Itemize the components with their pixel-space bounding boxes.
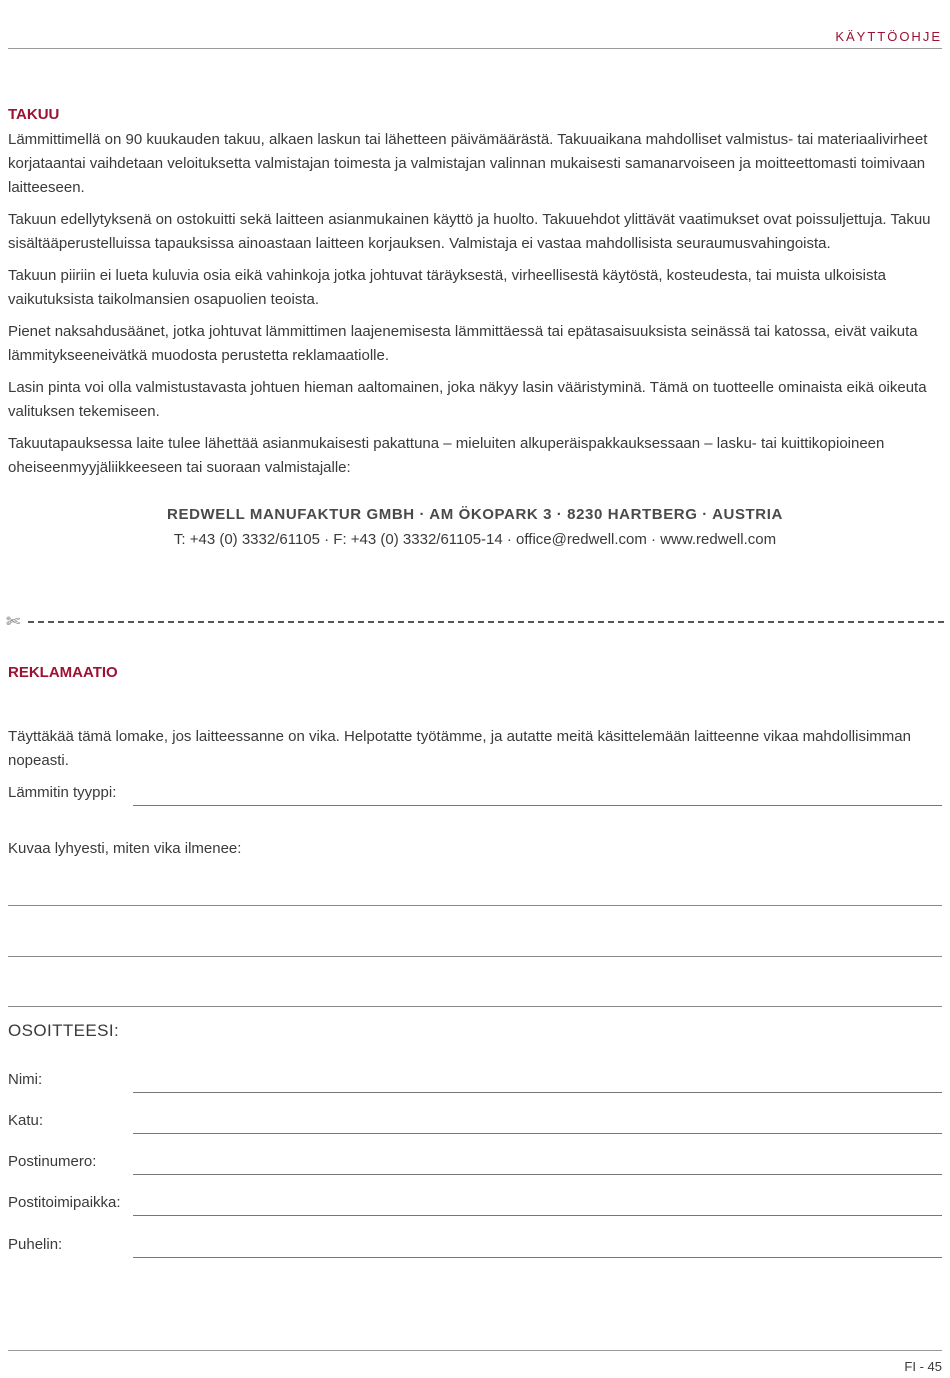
description-label: Kuvaa lyhyesti, miten vika ilmenee: <box>8 840 242 857</box>
cut-line <box>6 612 944 632</box>
complaint-title: REKLAMAATIO <box>8 664 118 681</box>
postal-code-field[interactable] <box>8 1151 942 1175</box>
phone-label: Puhelin: <box>8 1236 63 1253</box>
description-line[interactable] <box>8 956 942 957</box>
warranty-paragraph: Takuun edellytyksenä on ostokuitti sekä laitteen asianmukainen käyttö ja huolto. Takuuehdot ylittävät vaatimukset ovat poissuljettuja. Takuu sisältääperustelluissa tapauksissa ainoastaan laitteen korjauksen. Valmistaja ei vastaa mahdollisista seuraumusvahingoista. <box>8 211 931 252</box>
header-divider <box>8 48 942 49</box>
warranty-paragraph: Takuutapauksessa laite tulee lähettää asianmukaisesti pakattuna – mieluiten alkuperäispakkauksessaan – lasku- tai kuittikopioineen oheiseenmyyjäliikkeeseen tai suoraan valmistajalle: <box>8 435 885 476</box>
warranty-paragraph: Pienet naksahdusäänet, jotka johtuvat lämmittimen laajenemisesta lämmittäessä tai epätasaisuuksista seinässä tai katossa, eivät vaikuta lämmitykseeneivätkä muodosta perustetta reklamaatiolle. <box>8 323 918 364</box>
warranty-paragraph: Lämmittimellä on 90 kuukauden takuu, alkaen laskun tai lähetteen päivämäärästä. Takuuaikana mahdolliset valmistus- tai materiaalivirheet korjataantai vaihdetaan veloituksetta valmistajan toimesta ja valmistajan valinnan mukaisesti samanarvoiseen ja moitteettomasti toimivaan laitteeseen. <box>8 131 928 196</box>
dashed-cut-divider <box>28 621 944 623</box>
warranty-title: TAKUU <box>8 106 60 123</box>
name-input-line[interactable] <box>133 1092 942 1093</box>
company-contact: T: +43 (0) 3332/61105 · F: +43 (0) 3332/61105-14 · office@redwell.com · www.redwell.com <box>173 531 777 548</box>
name-field[interactable] <box>8 1069 942 1093</box>
complaint-intro-text: Täyttäkää tämä lomake, jos laitteessanne on vika. Helpotatte työtämme, ja autatte meitä käsittelemään laitteenne vikaa mahdollisimman nopeasti. <box>8 728 911 769</box>
street-input-line[interactable] <box>133 1133 942 1134</box>
postal-code-label: Postinumero: <box>8 1153 97 1170</box>
description-line[interactable] <box>8 905 942 906</box>
footer-divider <box>8 1350 942 1351</box>
complaint-intro <box>8 725 938 781</box>
warranty-text <box>8 128 938 488</box>
warranty-paragraph: Takuun piiriin ei lueta kuluvia osia eikä vahinkoja jotka johtuvat täräyksestä, virheellisestä käytöstä, kosteudesta, tai muista ulkoisista vaikutuksista taikolmansien osapuolien teoista. <box>8 267 886 308</box>
city-input-line[interactable] <box>133 1215 942 1216</box>
city-field[interactable] <box>8 1192 942 1216</box>
header-label: KÄYTTÖOHJE <box>835 29 942 44</box>
postal-code-input-line[interactable] <box>133 1174 942 1175</box>
address-title: OSOITTEESI: <box>8 1021 120 1040</box>
phone-input-line[interactable] <box>133 1257 942 1258</box>
heater-type-field[interactable] <box>8 782 942 806</box>
heater-type-label: Lämmitin tyyppi: <box>8 784 117 801</box>
heater-type-input-line[interactable] <box>133 805 942 806</box>
scissors-icon: ✄ <box>6 612 21 631</box>
page-number: FI - 45 <box>904 1359 942 1374</box>
street-field[interactable] <box>8 1110 942 1134</box>
name-label: Nimi: <box>8 1071 43 1088</box>
city-label: Postitoimipaikka: <box>8 1194 121 1211</box>
description-line[interactable] <box>8 1006 942 1007</box>
warranty-paragraph: Lasin pinta voi olla valmistustavasta johtuen hieman aaltomainen, joka näkyy lasin vääristyminä. Tämä on tuotteelle ominaista eikä oikeuta valituksen tekemiseen. <box>8 379 927 420</box>
street-label: Katu: <box>8 1112 44 1129</box>
company-address: REDWELL MANUFAKTUR GMBH · AM ÖKOPARK 3 · 8230 HARTBERG · AUSTRIA <box>167 506 783 523</box>
phone-field[interactable] <box>8 1234 942 1258</box>
